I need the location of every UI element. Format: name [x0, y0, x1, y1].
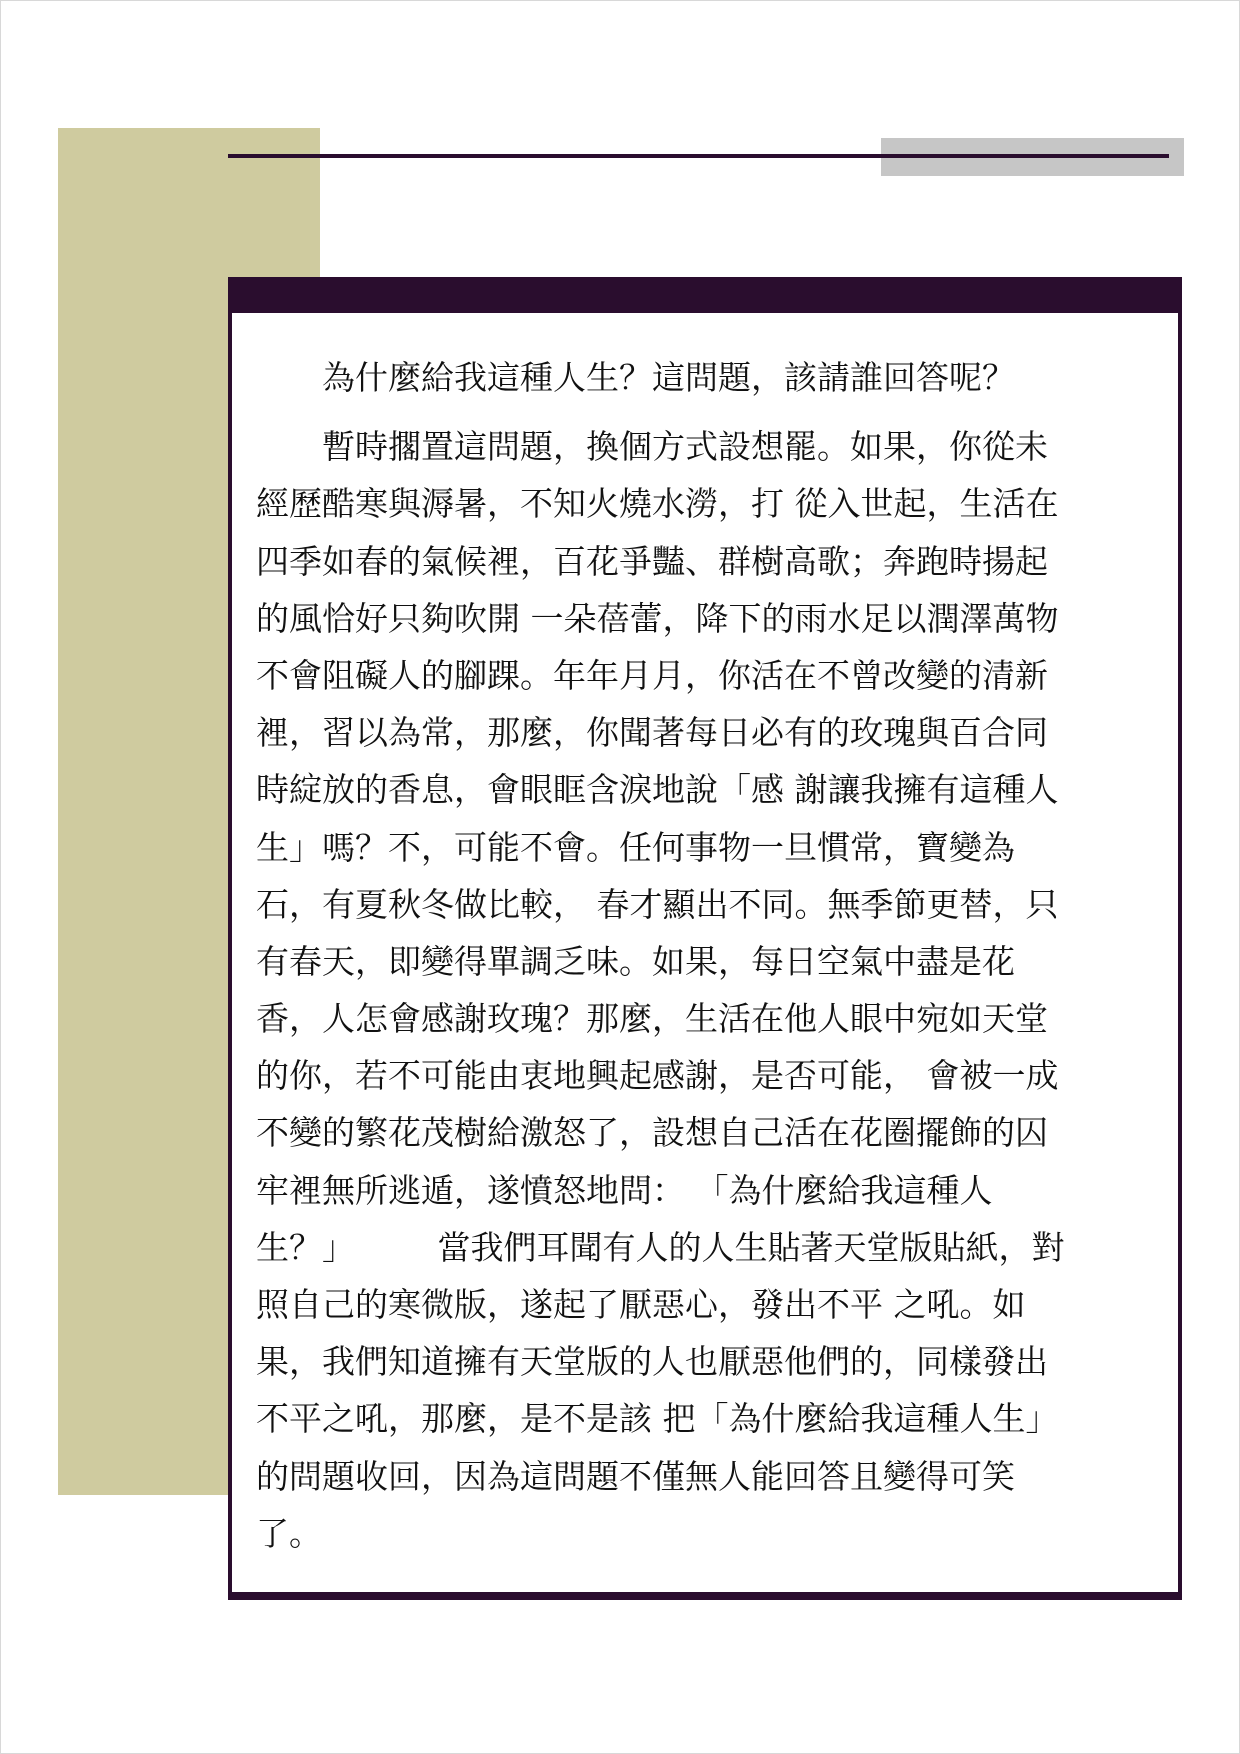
- paragraph-2-line: 了。: [256, 1513, 322, 1553]
- paragraph-2-line: 不平之吼，那麼，是不是該 把「為什麼給我這種人生」: [256, 1399, 1059, 1439]
- paragraph-2-line: 照自己的寒微版，遂起了厭惡心，發出不平 之吼。如: [256, 1285, 1026, 1324]
- paragraph-1-line: 為什麼給我這種人生？這問題，該請誰回答呢？: [256, 358, 1015, 397]
- paragraph-2-line: 石，有夏秋冬做比較， 春才顯出不同。無季節更替，只: [256, 884, 1059, 924]
- paragraph-2-line: 不會阻礙人的腳踝。年年月月，你活在不曾改變的清新: [256, 655, 1048, 695]
- paragraph-2-line: 有春天，即變得單調乏味。如果，每日空氣中盡是花: [256, 941, 1015, 981]
- paragraph-gap: [256, 406, 1156, 418]
- header-rule-overlay: [881, 154, 1169, 158]
- paragraph-2-line: 不變的繁花茂樹給激怒了，設想自己活在花圈擺飾的囚: [256, 1113, 1048, 1153]
- paragraph-2-line: 經歷酷寒與溽暑，不知火燒水澇，打 從入世起，生活在: [256, 484, 1059, 524]
- article-frame: [228, 277, 1182, 1600]
- paragraph-2-line: 牢裡無所逃遁，遂憤怒地問： 「為什麼給我這種人: [256, 1170, 993, 1210]
- paragraph-2-line: 的你，若不可能由衷地興起感謝，是否可能， 會被一成: [256, 1056, 1059, 1096]
- paragraph-2-line: 裡，習以為常，那麼，你聞著每日必有的玫瑰與百合同: [256, 713, 1048, 753]
- paragraph-2-line: 生」嗎？不，可能不會。任何事物一旦慣常，寶變為: [256, 827, 1015, 867]
- paragraph-2-line: 的問題收回，因為這問題不僅無人能回答且變得可笑: [256, 1456, 1015, 1496]
- paragraph-2-line: 四季如春的氣候裡，百花爭豔、群樹高歌；奔跑時揚起: [256, 541, 1048, 581]
- article-body: [256, 349, 1156, 1562]
- paragraph-2-line: 生？」 當我們耳聞有人的人生貼著天堂版貼紙，對: [256, 1227, 1065, 1267]
- paragraph-2-line: 的風恰好只夠吹開 一朵蓓蕾，降下的雨水足以潤澤萬物: [256, 598, 1059, 638]
- paragraph-2-line: 香，人怎會感謝玫瑰？那麼，生活在他人眼中宛如天堂: [256, 999, 1048, 1039]
- paragraph-2-line: 果，我們知道擁有天堂版的人也厭惡他們的，同樣發出: [256, 1342, 1048, 1382]
- paragraph-2-line: 暫時擱置這問題，換個方式設想罷。如果，你從未: [256, 427, 1048, 467]
- paragraph-2-line: 時綻放的香息，會眼眶含淚地說「感 謝讓我擁有這種人: [256, 770, 1059, 810]
